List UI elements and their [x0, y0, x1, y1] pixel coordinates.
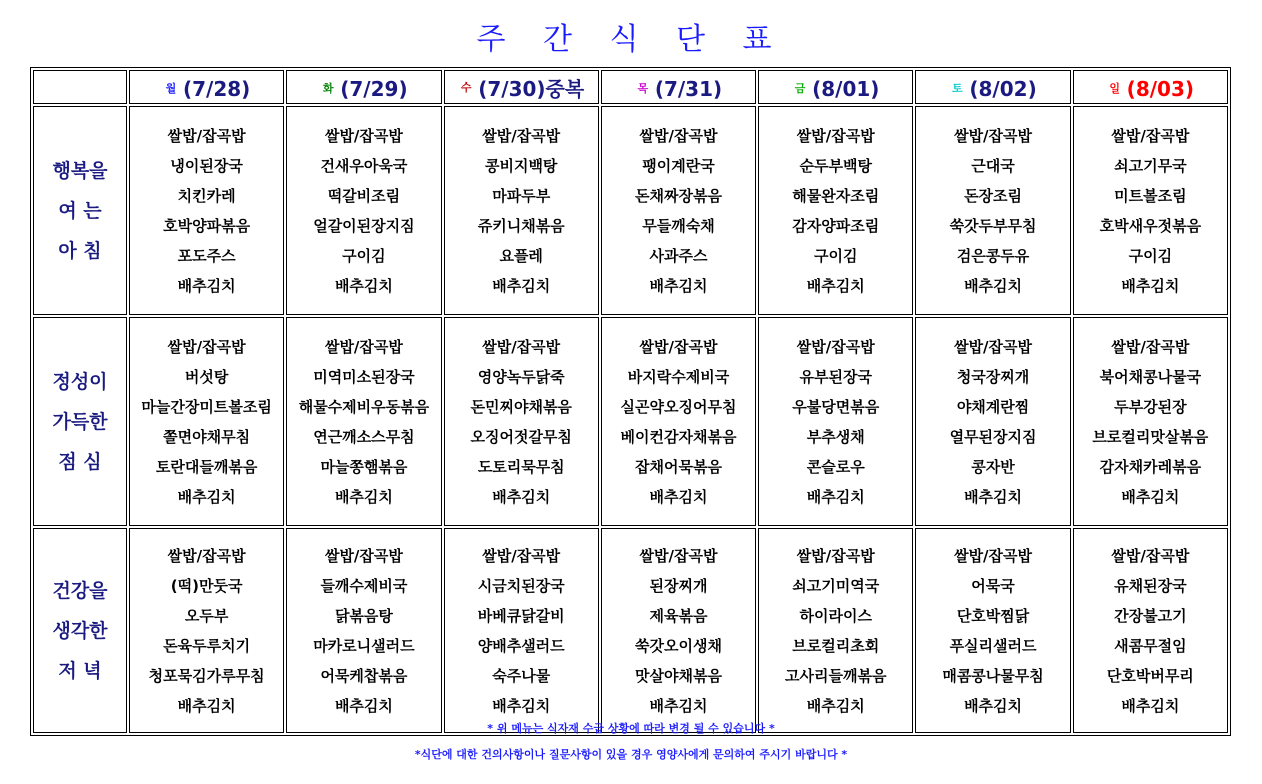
menu-item: 쌀밥/잡곡밥 — [954, 126, 1033, 145]
menu-item: 떡갈비조림 — [327, 186, 401, 205]
menu-item: 감자양파조림 — [792, 216, 880, 235]
day-header-content — [949, 77, 1036, 101]
menu-item: 치킨카레 — [177, 186, 236, 205]
menu-item: 배추김치 — [964, 696, 1023, 715]
day-header-content — [792, 77, 879, 101]
menu-item: 바베큐닭갈비 — [477, 606, 565, 625]
day-header-content — [458, 73, 584, 102]
day-date: (8/01) — [812, 77, 880, 101]
menu-item: 열무된장지짐 — [949, 427, 1037, 446]
menu-item: 쇠고기무국 — [1114, 156, 1187, 175]
menu-item: 쌀밥/잡곡밥 — [324, 546, 403, 565]
menu-item: 배추김치 — [1121, 696, 1180, 715]
footer-notes — [0, 716, 1262, 768]
menu-item: 근대국 — [971, 156, 1015, 175]
menu-item: 배추김치 — [649, 696, 708, 715]
meal-label-line: 점 심 — [58, 450, 102, 473]
day-date: (8/02) — [969, 77, 1037, 101]
menu-item: 얼갈이된장지짐 — [313, 216, 415, 235]
menu-item: 해물완자조림 — [792, 186, 880, 205]
menu-item: 배추김치 — [177, 487, 236, 506]
dinner-day-2-cell — [286, 528, 441, 733]
note-line-1: * 위 메뉴는 식자재 수급 상황에 따라 변경 될 수 있습니다 * — [487, 722, 775, 735]
day-header-4 — [601, 70, 756, 104]
menu-item: 쌀밥/잡곡밥 — [167, 126, 246, 145]
lunch-row — [33, 317, 1228, 526]
menu-item: 쌀밥/잡곡밥 — [1111, 337, 1190, 356]
weekly-menu-table — [30, 67, 1231, 736]
breakfast-day-1-cell — [129, 106, 284, 315]
menu-item: 순두부백탕 — [799, 156, 872, 175]
meal-label-line: 생각한 — [52, 619, 108, 642]
menu-item: 검은콩두유 — [956, 246, 1030, 265]
lunch-day-3-cell — [444, 317, 599, 526]
breakfast-day-3-cell — [444, 106, 599, 315]
menu-item: (떡)만둣국 — [170, 576, 243, 595]
lunch-day-7-cell — [1073, 317, 1228, 526]
day-header-6 — [915, 70, 1070, 104]
menu-item: 요플레 — [499, 246, 543, 265]
menu-item: 청포묵김가루무침 — [148, 666, 265, 685]
menu-item: 무들깨숙채 — [642, 216, 715, 235]
menu-item: 해물수제비우동볶음 — [298, 397, 430, 416]
menu-item: 양배추샐러드 — [477, 636, 565, 655]
day-header-3 — [444, 70, 599, 104]
menu-item: 영양녹두닭죽 — [477, 367, 565, 386]
day-date: (7/29) — [340, 77, 408, 101]
menu-item: 호박새우젓볶음 — [1099, 216, 1202, 235]
breakfast-day-2-cell — [286, 106, 441, 315]
dinner-day-7-cell — [1073, 528, 1228, 733]
menu-item: 쌀밥/잡곡밥 — [482, 126, 561, 145]
menu-item: 마카로니샐러드 — [313, 636, 415, 655]
day-header-content — [163, 77, 250, 101]
menu-item: 맛살야채볶음 — [635, 666, 722, 685]
menu-item: 제육볶음 — [649, 606, 708, 625]
breakfast-row — [33, 106, 1228, 315]
day-header-content — [320, 77, 407, 101]
menu-item: 들깨수제비국 — [320, 576, 408, 595]
menu-item: 오두부 — [184, 606, 229, 625]
menu-item: 마늘쫑햄볶음 — [320, 457, 408, 476]
menu-item: 쌀밥/잡곡밥 — [167, 546, 246, 565]
menu-item: 된장찌개 — [649, 576, 708, 595]
menu-item: 하이라이스 — [799, 606, 872, 625]
weekday-icon: 토 — [952, 82, 963, 95]
menu-item: 쫄면야채무침 — [163, 427, 251, 446]
dinner-row — [33, 528, 1228, 733]
day-date: (7/30)중복 — [478, 77, 585, 102]
menu-item: 유채된장국 — [1114, 576, 1187, 595]
menu-item: 배추김치 — [649, 276, 708, 295]
menu-item: 돈채짜장볶음 — [635, 186, 722, 205]
menu-item: 쥬키니채볶음 — [477, 216, 565, 235]
menu-item: 포도주스 — [177, 246, 236, 265]
menu-item: 마파두부 — [492, 186, 551, 205]
menu-item: 잡채어묵볶음 — [635, 457, 722, 476]
menu-item: 우불당면볶음 — [792, 397, 880, 416]
menu-item: 쌀밥/잡곡밥 — [796, 337, 875, 356]
menu-item: 쌀밥/잡곡밥 — [796, 546, 875, 565]
menu-item: 콩비지백탕 — [484, 156, 558, 175]
lunch-day-5-cell — [758, 317, 913, 526]
menu-item: 매콤콩나물무침 — [942, 666, 1044, 685]
meal-label-line: 건강을 — [52, 579, 108, 602]
menu-item: 쌀밥/잡곡밥 — [482, 546, 561, 565]
menu-item: 두부강된장 — [1114, 397, 1187, 416]
meal-label-line: 가득한 — [52, 410, 108, 433]
menu-item: 쌀밥/잡곡밥 — [482, 337, 561, 356]
menu-item: 콘슬로우 — [806, 457, 865, 476]
menu-item: 배추김치 — [806, 276, 865, 295]
menu-item: 부추생채 — [806, 427, 865, 446]
lunch-day-6-cell — [915, 317, 1070, 526]
menu-item: 오징어젓갈무침 — [470, 427, 572, 446]
page-title: 주 간 식 단 표 — [476, 22, 786, 57]
menu-item: 연근깨소스무침 — [313, 427, 415, 446]
menu-item: 바지락수제비국 — [627, 367, 730, 386]
menu-item: 돈장조림 — [964, 186, 1023, 205]
dinner-day-5-cell — [758, 528, 913, 733]
menu-item: 배추김치 — [1121, 487, 1180, 506]
breakfast-day-7-cell — [1073, 106, 1228, 315]
menu-item: 미역미소된장국 — [313, 367, 415, 386]
menu-item: 북어채콩나물국 — [1099, 367, 1202, 386]
breakfast-label-cell — [33, 106, 127, 315]
menu-item: 쌀밥/잡곡밥 — [796, 126, 875, 145]
weekday-icon: 일 — [1109, 82, 1120, 95]
meal-label-line: 정성이 — [52, 370, 108, 393]
menu-item: 쌀밥/잡곡밥 — [167, 337, 246, 356]
menu-item: 쌀밥/잡곡밥 — [639, 546, 718, 565]
menu-item: 냉이된장국 — [170, 156, 243, 175]
menu-item: 베이컨감자채볶음 — [620, 427, 737, 446]
menu-item: 배추김치 — [964, 487, 1023, 506]
menu-item: 단호박찜닭 — [956, 606, 1030, 625]
menu-item: 쑥갓두부무침 — [949, 216, 1037, 235]
menu-item: 미트볼조림 — [1114, 186, 1187, 205]
menu-item: 새콤무절임 — [1114, 636, 1187, 655]
meal-label-line: 아 침 — [58, 239, 102, 262]
dinner-day-4-cell — [601, 528, 756, 733]
menu-item: 콩자반 — [971, 457, 1015, 476]
note-line-2: *식단에 대한 건의사항이나 질문사항이 있을 경우 영양사에게 문의하여 주시기 바랍니다 * — [414, 748, 848, 761]
weekday-icon: 월 — [165, 82, 177, 95]
dinner-label-cell — [33, 528, 127, 733]
menu-item: 쌀밥/잡곡밥 — [639, 337, 718, 356]
menu-item: 어묵국 — [971, 576, 1015, 595]
menu-item: 배추김치 — [964, 276, 1023, 295]
menu-item: 쌀밥/잡곡밥 — [639, 126, 718, 145]
day-header-5 — [758, 70, 913, 104]
menu-item: 고사리들깨볶음 — [785, 666, 887, 685]
menu-item: 팽이계란국 — [642, 156, 715, 175]
menu-item: 버섯탕 — [184, 367, 229, 386]
menu-item: 마늘간장미트볼조림 — [141, 397, 272, 416]
meal-label-line: 행복을 — [52, 159, 108, 182]
dinner-day-1-cell — [129, 528, 284, 733]
menu-item: 실곤약오징어무침 — [620, 397, 737, 416]
header-corner-cell — [33, 70, 127, 104]
menu-item: 쇠고기미역국 — [792, 576, 880, 595]
menu-item: 구이김 — [1128, 246, 1173, 265]
menu-item: 쑥갓오이생채 — [635, 636, 722, 655]
day-header-1 — [129, 70, 284, 104]
day-date: (7/31) — [654, 77, 723, 101]
menu-item: 브로컬리초회 — [792, 636, 880, 655]
menu-item: 쌀밥/잡곡밥 — [954, 337, 1033, 356]
breakfast-day-4-cell — [601, 106, 756, 315]
day-date: (7/28) — [182, 77, 251, 101]
lunch-day-2-cell — [286, 317, 441, 526]
menu-item: 배추김치 — [334, 696, 393, 715]
breakfast-day-6-cell — [915, 106, 1070, 315]
menu-item: 쌀밥/잡곡밥 — [1111, 546, 1190, 565]
weekday-icon: 금 — [794, 82, 806, 95]
menu-item: 토란대들깨볶음 — [155, 457, 258, 476]
menu-item: 배추김치 — [649, 487, 708, 506]
dinner-day-6-cell — [915, 528, 1070, 733]
menu-item: 닭볶음탕 — [334, 606, 393, 625]
menu-item: 돈육두루치기 — [163, 636, 251, 655]
menu-item: 쌀밥/잡곡밥 — [324, 126, 403, 145]
menu-item: 배추김치 — [177, 696, 236, 715]
menu-item: 돈민찌야채볶음 — [470, 397, 572, 416]
meal-label-line: 저 녁 — [58, 659, 102, 682]
menu-item: 유부된장국 — [799, 367, 872, 386]
menu-item: 구이김 — [342, 246, 386, 265]
menu-item: 쌀밥/잡곡밥 — [1111, 126, 1190, 145]
breakfast-day-5-cell — [758, 106, 913, 315]
menu-item: 건새우아욱국 — [320, 156, 408, 175]
menu-item: 쌀밥/잡곡밥 — [954, 546, 1033, 565]
menu-item: 브로컬리맛살볶음 — [1092, 427, 1209, 446]
menu-item: 배추김치 — [177, 276, 236, 295]
menu-item: 호박양파볶음 — [163, 216, 251, 235]
menu-item: 야채계란찜 — [956, 397, 1030, 416]
lunch-day-1-cell — [129, 317, 284, 526]
menu-item: 도토리묵무침 — [477, 457, 565, 476]
menu-item: 배추김치 — [492, 696, 551, 715]
lunch-day-4-cell — [601, 317, 756, 526]
dinner-day-3-cell — [444, 528, 599, 733]
menu-item: 간장불고기 — [1114, 606, 1187, 625]
menu-item: 배추김치 — [492, 276, 551, 295]
menu-item: 청국장찌개 — [956, 367, 1030, 386]
day-header-7 — [1073, 70, 1228, 104]
menu-item: 배추김치 — [334, 276, 393, 295]
menu-item: 어묵케찹볶음 — [320, 666, 408, 685]
menu-item: 숙주나물 — [492, 666, 551, 685]
menu-item: 푸실리샐러드 — [949, 636, 1037, 655]
menu-item: 단호박버무리 — [1106, 666, 1194, 685]
weekday-icon: 목 — [637, 82, 649, 95]
lunch-label-cell — [33, 317, 127, 526]
menu-item: 구이김 — [814, 246, 858, 265]
day-date: (8/03) — [1126, 77, 1195, 101]
menu-item: 배추김치 — [806, 696, 865, 715]
menu-item: 배추김치 — [334, 487, 393, 506]
meal-label-line: 여 는 — [58, 199, 102, 222]
menu-item: 쌀밥/잡곡밥 — [324, 337, 403, 356]
weekday-icon: 화 — [322, 82, 334, 95]
menu-item: 배추김치 — [492, 487, 551, 506]
day-header-2 — [286, 70, 441, 104]
header-row — [33, 70, 1228, 104]
day-header-content — [1107, 77, 1194, 101]
menu-item: 시금치된장국 — [477, 576, 565, 595]
menu-item: 배추김치 — [1121, 276, 1180, 295]
menu-item: 사과주스 — [649, 246, 708, 265]
weekday-icon: 수 — [460, 80, 472, 94]
menu-item: 배추김치 — [806, 487, 865, 506]
menu-item: 감자채카레볶음 — [1099, 457, 1202, 476]
day-header-content — [635, 77, 722, 101]
